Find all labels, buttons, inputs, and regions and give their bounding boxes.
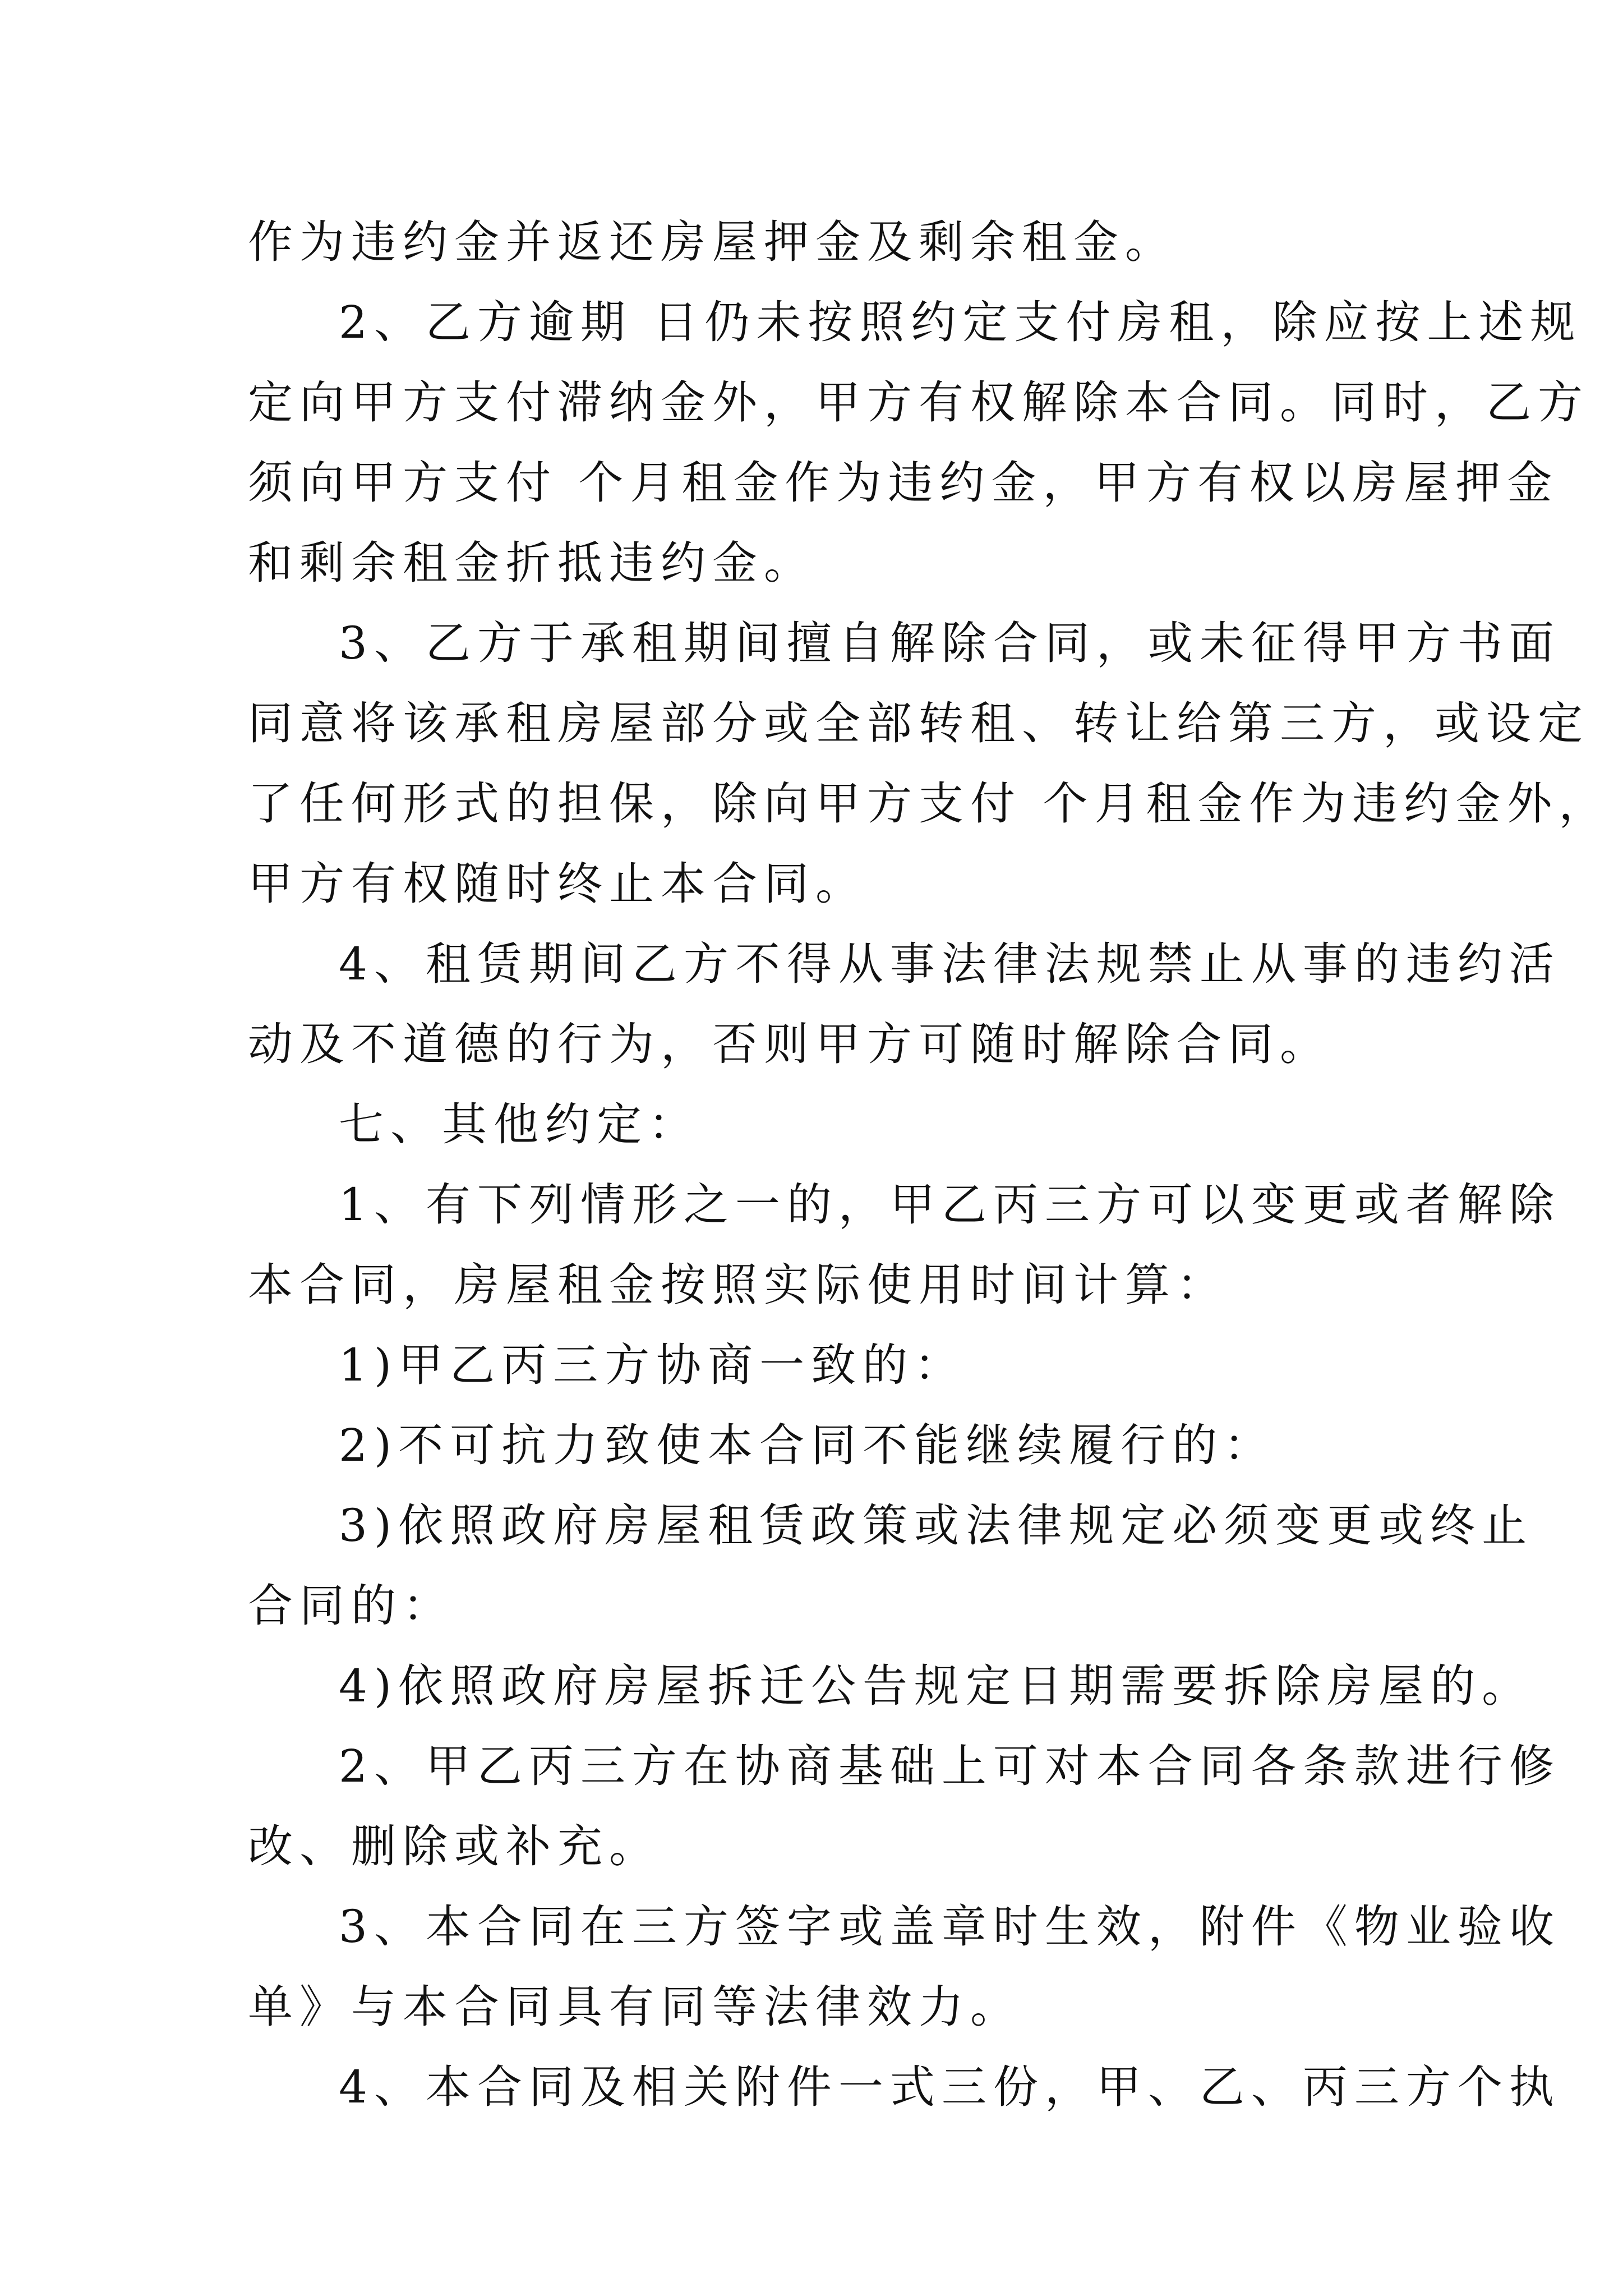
- text-line: 定向甲方支付滞纳金外，甲方有权解除本合同。同时，乙方: [248, 376, 1589, 429]
- text-line: 3、乙方于承租期间擅自解除合同，或未征得甲方书面: [339, 617, 1561, 669]
- text-line: 本合同，房屋租金按照实际使用时间计算：: [248, 1259, 1228, 1311]
- text-line: 须向甲方支付 个月租金作为违约金，甲方有权以房屋押金: [248, 457, 1559, 509]
- text-line: 改、删除或补充。: [248, 1820, 661, 1872]
- text-line: 了任何形式的担保，除向甲方支付 个月租金作为违约金外，: [248, 777, 1611, 830]
- contract-text-body: [248, 202, 1611, 2127]
- text-line: 作为违约金并返还房屋押金及剩余租金。: [248, 216, 1177, 268]
- list-item: 1)甲乙丙三方协商一致的：: [339, 1339, 966, 1391]
- text-line: 单》与本合同具有同等法律效力。: [248, 1981, 1022, 2033]
- text-line: 合同的：: [248, 1580, 454, 1632]
- list-item: 3)依照政府房屋租赁政策或法律规定必须变更或终止: [339, 1499, 1534, 1552]
- text-line: 3、本合同在三方签字或盖章时生效，附件《物业验收: [339, 1901, 1561, 1953]
- list-item: 2)不可抗力致使本合同不能继续履行的：: [339, 1419, 1276, 1471]
- text-line: 1、有下列情形之一的，甲乙丙三方可以变更或者解除: [339, 1179, 1561, 1231]
- text-line: 2、乙方逾期 日仍未按照约定支付房租，除应按上述规: [339, 296, 1582, 348]
- section-heading: 七、其他约定：: [339, 1098, 700, 1151]
- text-line: 4、本合同及相关附件一式三份，甲、乙、丙三方个执: [339, 2061, 1561, 2113]
- text-line: 动及不道德的行为，否则甲方可随时解除合同。: [248, 1018, 1331, 1070]
- text-line: 2、甲乙丙三方在协商基础上可对本合同各条款进行修: [339, 1740, 1561, 1792]
- text-line: 4、租赁期间乙方不得从事法律法规禁止从事的违约活: [339, 938, 1561, 990]
- text-line: 甲方有权随时终止本合同。: [248, 858, 867, 910]
- list-item: 4)依照政府房屋拆迁公告规定日期需要拆除房屋的。: [339, 1660, 1534, 1712]
- text-line: 同意将该承租房屋部分或全部转租、转让给第三方，或设定: [248, 697, 1589, 749]
- text-line: 和剩余租金折抵违约金。: [248, 537, 815, 589]
